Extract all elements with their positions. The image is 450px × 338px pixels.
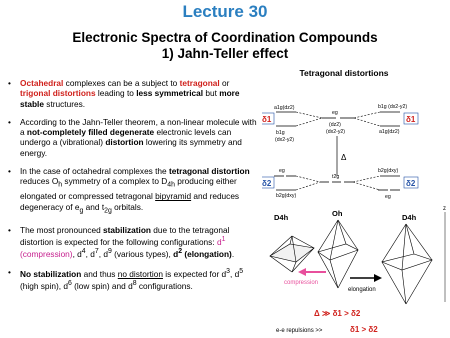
- text: , d: [98, 248, 108, 259]
- text: distortion: [105, 137, 144, 148]
- text: tetragonal: [179, 78, 220, 88]
- text: 5: [239, 268, 244, 275]
- text: 2: [178, 247, 183, 255]
- text: h: [58, 182, 63, 190]
- compression-arrowhead: [298, 268, 306, 276]
- text: due to the tetragonal distortion is expected for the following configurations:: [20, 224, 230, 247]
- text: and reduces degeneracy of e: [20, 191, 240, 212]
- text: 9: [107, 247, 112, 255]
- text: (low spin) and d: [71, 280, 133, 291]
- relation-ee: δ1 > δ2: [350, 325, 378, 334]
- label-d4h-left: D4h: [274, 213, 289, 222]
- label-b2g-left: b2g(dxy): [276, 193, 297, 199]
- text: is expected for d: [162, 268, 227, 279]
- label-b1g-right: b1g (dx2-y2): [378, 104, 408, 110]
- text: tetragonal distortion: [168, 166, 250, 177]
- text: producing either elongated or compressed tetragonal: [20, 176, 237, 202]
- label-b2g-right: b2g(dxy): [378, 168, 399, 174]
- bullet-1: [6, 78, 258, 109]
- text: (compression): [20, 248, 73, 259]
- text: structures.: [43, 98, 86, 109]
- text: reduces O: [20, 176, 59, 187]
- text: (elongation): [182, 248, 232, 259]
- big-delta-label: Δ: [341, 153, 347, 162]
- text: stabilization: [103, 224, 151, 235]
- text: electronic levels can undergo a (vibrational): [20, 127, 232, 148]
- text: more stable: [20, 88, 240, 109]
- text: 3: [226, 268, 230, 275]
- text: , d: [72, 248, 82, 259]
- label-a1g-left: a1g(dz2): [274, 105, 295, 111]
- tetragonal-distortion-figure: [262, 66, 450, 338]
- label-eg-left: eg: [279, 168, 285, 174]
- text: complexes can be a subject to: [63, 78, 180, 88]
- text: 1: [221, 235, 226, 243]
- text: no distortion: [117, 268, 163, 279]
- bullet-2: [6, 117, 258, 158]
- text: .: [231, 248, 235, 259]
- text: According to the Jahn-Teller theorem, a non-linear molecule with a: [20, 116, 257, 138]
- delta2-label-right: δ2: [406, 179, 416, 188]
- compressed-octahedron: [270, 236, 314, 272]
- label-b1g-left-sub: (dx2-y2): [275, 137, 295, 143]
- text: 4: [81, 247, 86, 255]
- text: not-completely filled degenerate: [26, 127, 155, 138]
- bullet-4: [6, 225, 258, 259]
- label-a1g-right: a1g(dz2): [379, 129, 400, 135]
- text: 6: [67, 280, 72, 288]
- text: configurations.: [136, 280, 193, 291]
- text: , d: [230, 268, 240, 279]
- bullet-3: [6, 166, 258, 217]
- elongation-arrowhead: [374, 274, 382, 282]
- label-t2g: t2g: [332, 174, 340, 180]
- text: bipyramid: [155, 191, 192, 202]
- text: Octahedral: [20, 78, 64, 88]
- text: d: [216, 236, 222, 247]
- text: and t: [83, 201, 105, 212]
- text: leading to: [95, 88, 137, 99]
- delta1-label-right: δ1: [406, 115, 416, 124]
- text: trigonal distortions: [20, 88, 96, 99]
- label-oh: Oh: [332, 209, 343, 218]
- label-d4h-right: D4h: [402, 213, 417, 222]
- subtitle: [0, 30, 450, 62]
- text: lowering its symmetry and energy.: [20, 137, 242, 158]
- text: g: [79, 207, 84, 215]
- page-title: Lecture 30: [182, 2, 268, 21]
- bullet-5: [6, 267, 258, 291]
- subtitle-line-1: Electronic Spectra of Coordination Compounds: [72, 30, 378, 45]
- relation-ee-label: e-e repulsions >>: [276, 328, 323, 334]
- text: or: [219, 78, 230, 88]
- elongated-octahedron: [382, 224, 432, 304]
- text: 2g: [104, 207, 112, 215]
- delta1-label-left: δ1: [262, 115, 272, 124]
- text: (various types),: [111, 248, 174, 259]
- text: 8: [132, 280, 137, 288]
- text: d: [173, 248, 179, 259]
- relation-delta: Δ ≫ δ1 > δ2: [314, 309, 361, 318]
- label-eg-top: eg: [332, 110, 338, 116]
- text: symmetry of a complex to D: [62, 176, 168, 187]
- text: orbitals.: [111, 201, 144, 212]
- text: (high spin), d: [20, 280, 68, 291]
- bullet-list: [6, 78, 258, 299]
- label-b1g-left: b1g: [276, 130, 285, 136]
- text: In the case of octahedral complexes the: [20, 166, 169, 177]
- text: less symmetrical: [136, 88, 204, 99]
- label-eg-right: eg: [385, 194, 391, 200]
- text: 7: [94, 247, 99, 255]
- label-z-axis: z: [443, 206, 446, 212]
- text: 4h: [167, 182, 175, 190]
- text: The most pronounced: [20, 224, 104, 235]
- text: No stabilization: [20, 268, 82, 279]
- compression-label: compression: [284, 280, 319, 286]
- elongation-label: elongation: [348, 287, 376, 293]
- label-eg-top-sub1: (dz2): [329, 122, 341, 128]
- level-labels: [274, 104, 407, 200]
- delta2-label-left: δ2: [262, 179, 272, 188]
- text: , d: [85, 248, 95, 259]
- text: and thus: [81, 268, 118, 279]
- text: but: [203, 88, 220, 99]
- label-eg-top-sub2: (dx2-y2): [326, 129, 346, 135]
- figure-title: Tetragonal distortions: [299, 68, 389, 78]
- subtitle-line-2: 1) Jahn-Teller effect: [161, 46, 289, 61]
